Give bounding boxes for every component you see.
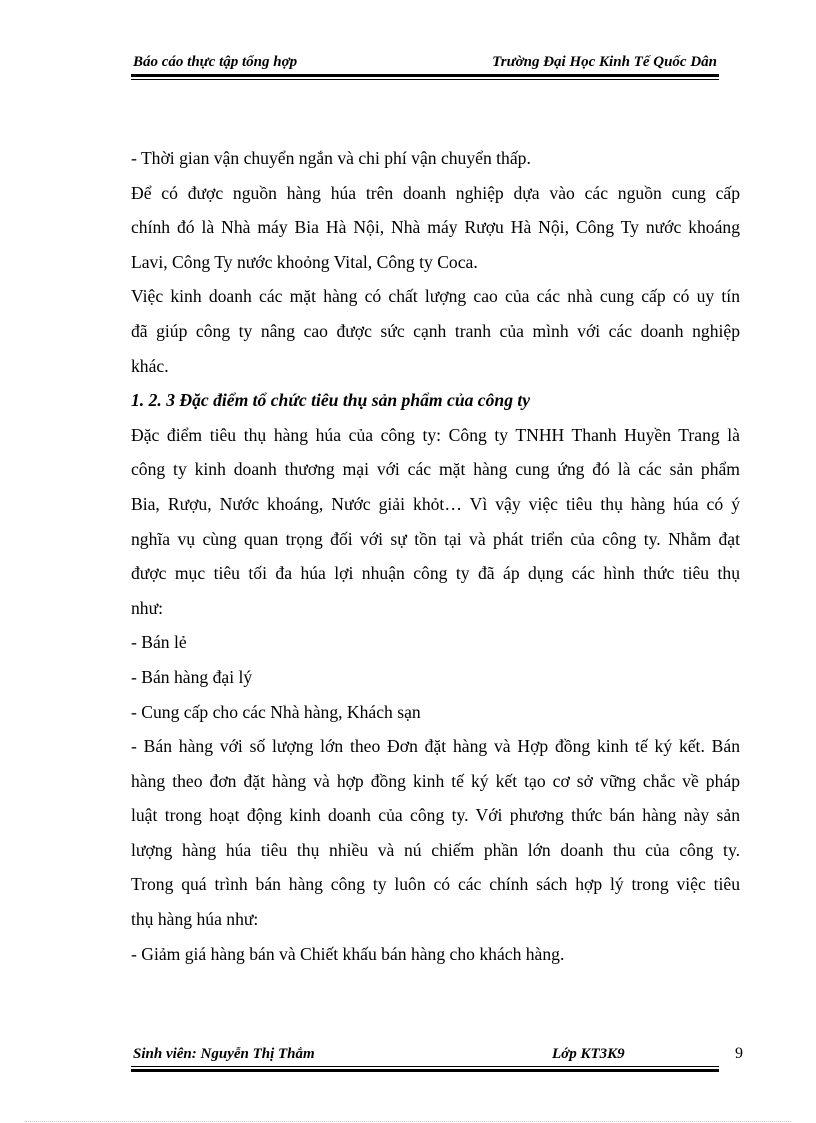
paragraph-line: khác.: [131, 355, 169, 376]
paragraph-line: chính đó là Nhà máy Bia Hà Nội, Nhà máy Rượu Hà Nội, Công Ty nước khoáng: [131, 217, 740, 238]
page-number: 9: [735, 1045, 743, 1062]
list-item: - Giảm giá hàng bán và Chiết khấu bán hàng cho khách hàng.: [131, 943, 565, 964]
footer-rule: [131, 1069, 719, 1072]
footer-rule-thin: [131, 1066, 719, 1067]
section-heading: 1. 2. 3 Đặc điểm tổ chức tiêu thụ sản phẩm của công ty: [131, 390, 531, 411]
paragraph-line: hàng theo đơn đặt hàng và hợp đồng kinh tế ký kết tạo cơ sở vững chắc về pháp: [131, 770, 740, 791]
paragraph-line: Để có được nguồn hàng húa trên doanh nghiệp dựa vào các nguồn cung cấp: [131, 182, 740, 203]
paragraph-line: luật trong hoạt động kinh doanh của công ty. Với phương thức bán hàng này sản: [131, 805, 740, 826]
header-university-name: Trường Đại Học Kinh Tế Quốc Dân: [492, 54, 717, 70]
paragraph-line: Đặc điểm tiêu thụ hàng húa của công ty: Công ty TNHH Thanh Huyền Trang là: [131, 424, 740, 445]
body-text: [131, 141, 740, 971]
paragraph-line: Trong quá trình bán hàng công ty luôn có các chính sách hợp lý trong việc tiêu: [131, 874, 740, 895]
paragraph-line: như:: [131, 597, 164, 618]
header-rule-thin: [131, 79, 719, 80]
paragraph-line: Việc kinh doanh các mặt hàng có chất lượng cao của các nhà cung cấp có uy tín: [131, 286, 740, 307]
footer-class-code: Lớp KT3K9: [552, 1046, 625, 1062]
paragraph-line: Lavi, Công Ty nước khoỏng Vital, Công ty Coca.: [131, 251, 478, 272]
page-footer: [131, 1044, 719, 1074]
page-break-divider: [25, 1121, 791, 1122]
paragraph-line: thụ hàng húa như:: [131, 909, 259, 930]
paragraph-line: lượng hàng húa tiêu thụ nhiều và nú chiếm phần lớn doanh thu của công ty.: [131, 839, 740, 860]
page-header: [131, 52, 719, 76]
header-report-title: Báo cáo thực tập tổng hợp: [133, 54, 298, 70]
list-item: - Cung cấp cho các Nhà hàng, Khách sạn: [131, 701, 421, 722]
header-rule: [131, 74, 719, 77]
paragraph-line: Bia, Rượu, Nước khoáng, Nước giải khỏt… Vì vậy việc tiêu thụ hàng húa có ý: [131, 493, 740, 514]
paragraph-line: nghĩa vụ cùng quan trọng đối với sự tồn tại và phát triển của công ty. Nhằm đạt: [131, 528, 740, 549]
footer-student-name: Sinh viên: Nguyễn Thị Thắm: [133, 1046, 315, 1062]
list-item: - Bán hàng đại lý: [131, 666, 253, 687]
list-item: - Bán lẻ: [131, 632, 187, 653]
paragraph-line: công ty kinh doanh thương mại với các mặt hàng cung ứng đó là các sản phẩm: [131, 459, 740, 480]
paragraph-line: được mục tiêu tối đa húa lợi nhuận công ty đã áp dụng các hình thức tiêu thụ: [131, 563, 740, 584]
paragraph-line: - Thời gian vận chuyển ngắn và chi phí vận chuyển thấp.: [131, 148, 531, 168]
paragraph-line: - Bán hàng với số lượng lớn theo Đơn đặt hàng và Hợp đồng kinh tế ký kết. Bán: [131, 736, 740, 757]
paragraph-line: đã giúp công ty nâng cao được sức cạnh tranh của mình với các doanh nghiệp: [131, 320, 740, 341]
